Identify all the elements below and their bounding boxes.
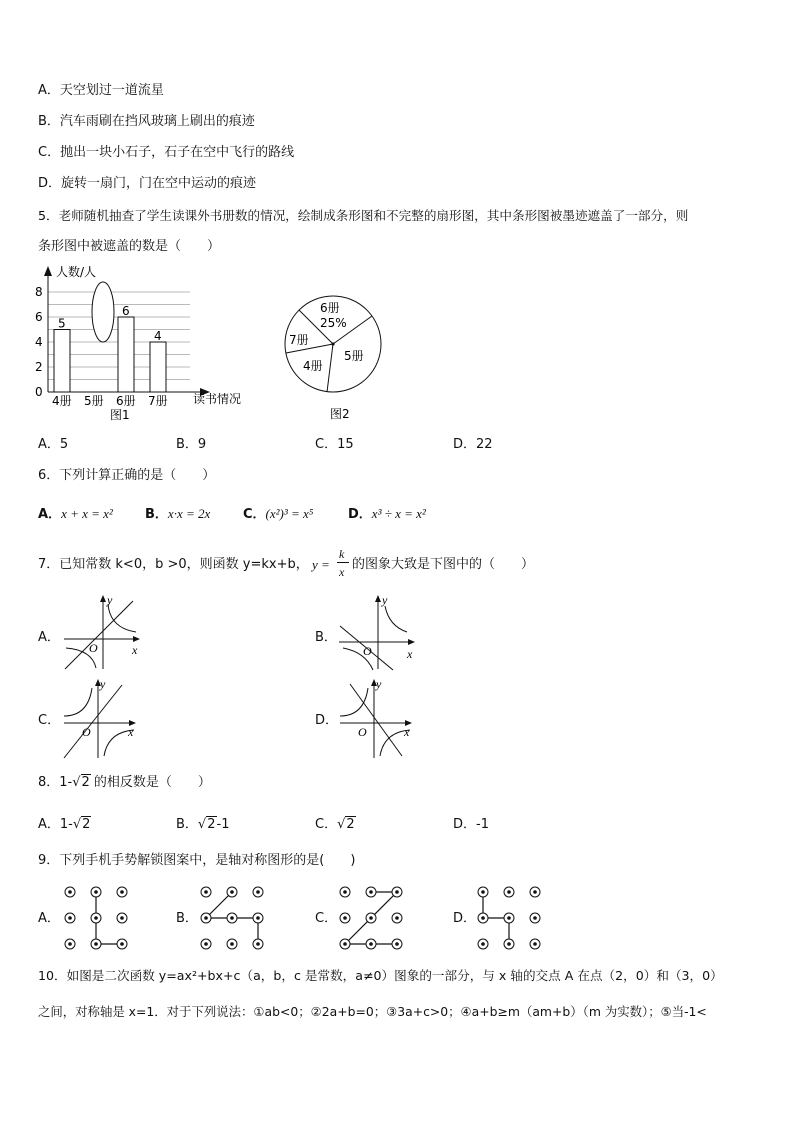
unlock-dot-center: [395, 890, 399, 894]
bar-value-label: 4: [154, 329, 162, 343]
q9-label-b: B．: [176, 911, 198, 926]
x-tick-label: 7册: [148, 394, 168, 408]
y-tick-label: 2: [35, 360, 43, 374]
unlock-dot-center: [369, 942, 373, 946]
q8-option-d: D．-1: [453, 817, 489, 832]
bar-4册: [54, 330, 70, 393]
unlock-dot-center: [230, 942, 234, 946]
x-tick-label: 5册: [84, 394, 104, 408]
q5-option-c: C．15: [315, 437, 354, 452]
q6-option-c: C．(x²)³ = x⁵: [243, 506, 314, 522]
q7-frac-bar: [337, 562, 349, 563]
q7-frac-lhs: y =: [312, 557, 330, 572]
q7-stem-a: 7．已知常数 k<0，b >0，则函数 y=kx+b，: [38, 557, 309, 572]
q7-graph-b: [335, 592, 419, 672]
unlock-dot-center: [343, 916, 347, 920]
unlock-dot-center: [68, 890, 72, 894]
q10-line2: 之间，对称轴是 x=1．对于下列说法：①ab<0；②2a+b=0；③3a+c>0；④a+b≥m（am+b）（m 为实数）；⑤当-1<: [38, 1004, 707, 1019]
unlock-dot-center: [120, 916, 124, 920]
q4-option-c: C．抛出一块小石子，石子在空中飞行的路线: [38, 145, 295, 160]
q4-option-b: B．汽车雨刷在挡风玻璃上刷出的痕迹: [38, 114, 255, 129]
unlock-dot-center: [533, 890, 537, 894]
q5-option-a: A．5: [38, 437, 69, 452]
bar-7册: [150, 342, 166, 392]
q9-label-a: A．: [38, 911, 60, 926]
svg-text:O: O: [89, 641, 98, 655]
pie-center: [331, 342, 334, 345]
svg-text:x: x: [132, 643, 138, 657]
q10-line1: 10．如图是二次函数 y=ax²+bx+c（a，b，c 是常数，a≠0）图象的一部分，与 x 轴的交点 A 在点（2，0）和（3，0）: [38, 968, 723, 983]
unlock-dot-center: [94, 942, 98, 946]
q5-bar-chart: [30, 262, 260, 427]
pie-label-4: 4册: [303, 359, 323, 373]
q8-option-b: B．√2-1: [176, 817, 230, 832]
q6-stem: 6．下列计算正确的是（ ）: [38, 468, 216, 483]
unlock-dot-center: [204, 890, 208, 894]
svg-text:x: x: [407, 647, 413, 661]
q6-option-a: A．x + x = x²: [38, 506, 113, 522]
unlock-dot-center: [369, 890, 373, 894]
fig1-caption: 图1: [110, 408, 130, 422]
unlock-dot-center: [256, 916, 260, 920]
unlock-dot-center: [533, 916, 537, 920]
unlock-dot-center: [507, 942, 511, 946]
q4-option-a: A．天空划过一道流星: [38, 83, 164, 98]
sqrt-symbol: √: [72, 775, 81, 790]
q8-option-a: A．1-√2: [38, 817, 91, 832]
bar-6册: [118, 317, 134, 392]
unlock-dot-center: [120, 890, 124, 894]
unlock-dot-center: [343, 890, 347, 894]
q7-label-a: A．: [38, 630, 60, 645]
q6-option-b: B．x·x = 2x: [145, 506, 211, 522]
svg-text:x: x: [404, 725, 410, 739]
y-tick-label: 6: [35, 310, 43, 324]
unlock-dot-center: [68, 942, 72, 946]
q9-stem: 9．下列手机手势解锁图案中，是轴对称图形的是( ): [38, 853, 356, 868]
y-tick-label: 4: [35, 335, 43, 349]
unlock-dot-center: [533, 942, 537, 946]
unlock-dot-center: [256, 942, 260, 946]
unlock-dot-center: [507, 916, 511, 920]
svg-text:y: y: [382, 593, 388, 607]
unlock-dot-center: [120, 942, 124, 946]
svg-text:O: O: [82, 725, 91, 739]
unlock-dot-center: [507, 890, 511, 894]
svg-text:y: y: [376, 677, 382, 691]
unlock-dot-center: [481, 916, 485, 920]
q7-frac-den: x: [339, 565, 345, 579]
svg-text:x: x: [128, 725, 134, 739]
q7-graph-c: [60, 676, 144, 760]
unlock-dot-center: [204, 942, 208, 946]
q5-stem-line2: 条形图中被遮盖的数是（ ）: [38, 239, 221, 254]
unlock-dot-center: [68, 916, 72, 920]
unlock-dot-center: [230, 890, 234, 894]
q6-option-d: D．x³ ÷ x = x²: [348, 506, 426, 522]
pie-label-7: 7册: [289, 333, 309, 347]
unlock-dot-center: [256, 890, 260, 894]
fig2-caption: 图2: [330, 407, 350, 421]
q5-option-b: B．9: [176, 437, 207, 452]
unlock-dot-center: [369, 916, 373, 920]
unlock-dot-center: [395, 942, 399, 946]
unlock-dot-center: [481, 942, 485, 946]
q5-option-d: D．22: [453, 437, 493, 452]
x-tick-label: 6册: [116, 394, 136, 408]
pie-label-5: 5册: [344, 349, 364, 363]
ink-blot: [92, 282, 114, 342]
q9-pattern-b: [194, 880, 270, 956]
unlock-dot-center: [395, 916, 399, 920]
unlock-dot-center: [230, 916, 234, 920]
q7-label-d: D．: [315, 713, 339, 728]
q5-pie-chart: [280, 290, 390, 425]
x-axis-label: 读书情况: [193, 392, 242, 406]
unlock-dot-center: [343, 942, 347, 946]
q7-label-b: B．: [315, 630, 337, 645]
q7-label-c: C．: [38, 713, 61, 728]
x-tick-label: 4册: [52, 394, 72, 408]
q9-label-c: C．: [315, 911, 338, 926]
pie-label-6-pct: 25%: [320, 316, 347, 330]
y-tick-label: 8: [35, 285, 43, 299]
pie-label-6: 6册: [320, 301, 340, 315]
unlock-dot-center: [481, 890, 485, 894]
unlock-dot-center: [204, 916, 208, 920]
q9-pattern-c: [333, 880, 409, 956]
q9-pattern-a: [58, 880, 134, 956]
y-tick-label: 0: [35, 385, 43, 399]
svg-text:O: O: [363, 644, 372, 658]
q8-stem: 8．1-√2 的相反数是（ ）: [38, 775, 211, 790]
unlock-dot-center: [94, 890, 98, 894]
q7-frac-num: k: [339, 547, 345, 561]
y-axis-label: 人数/人: [56, 265, 97, 279]
bar-value-label: 5: [58, 316, 66, 331]
unlock-dot-center: [94, 916, 98, 920]
svg-text:O: O: [358, 725, 367, 739]
q8-option-c: C．√2: [315, 817, 355, 832]
q7-stem-b: 的图象大致是下图中的（ ）: [352, 557, 535, 572]
q7-graph-d: [336, 676, 420, 760]
q9-label-d: D．: [453, 911, 477, 926]
q4-option-d: D．旋转一扇门，门在空中运动的痕迹: [38, 176, 257, 191]
bar-value-label: 6: [122, 304, 130, 318]
q9-pattern-d: [471, 880, 547, 956]
svg-text:y: y: [100, 677, 106, 691]
q5-stem-line1: 5．老师随机抽查了学生读课外书册数的情况，绘制成条形图和不完整的扇形图，其中条形图被墨迹遮盖了一部分，则: [38, 208, 689, 223]
y-axis-arrow: [44, 266, 52, 276]
svg-text:y: y: [107, 593, 113, 607]
q7-graph-a: [60, 592, 144, 672]
